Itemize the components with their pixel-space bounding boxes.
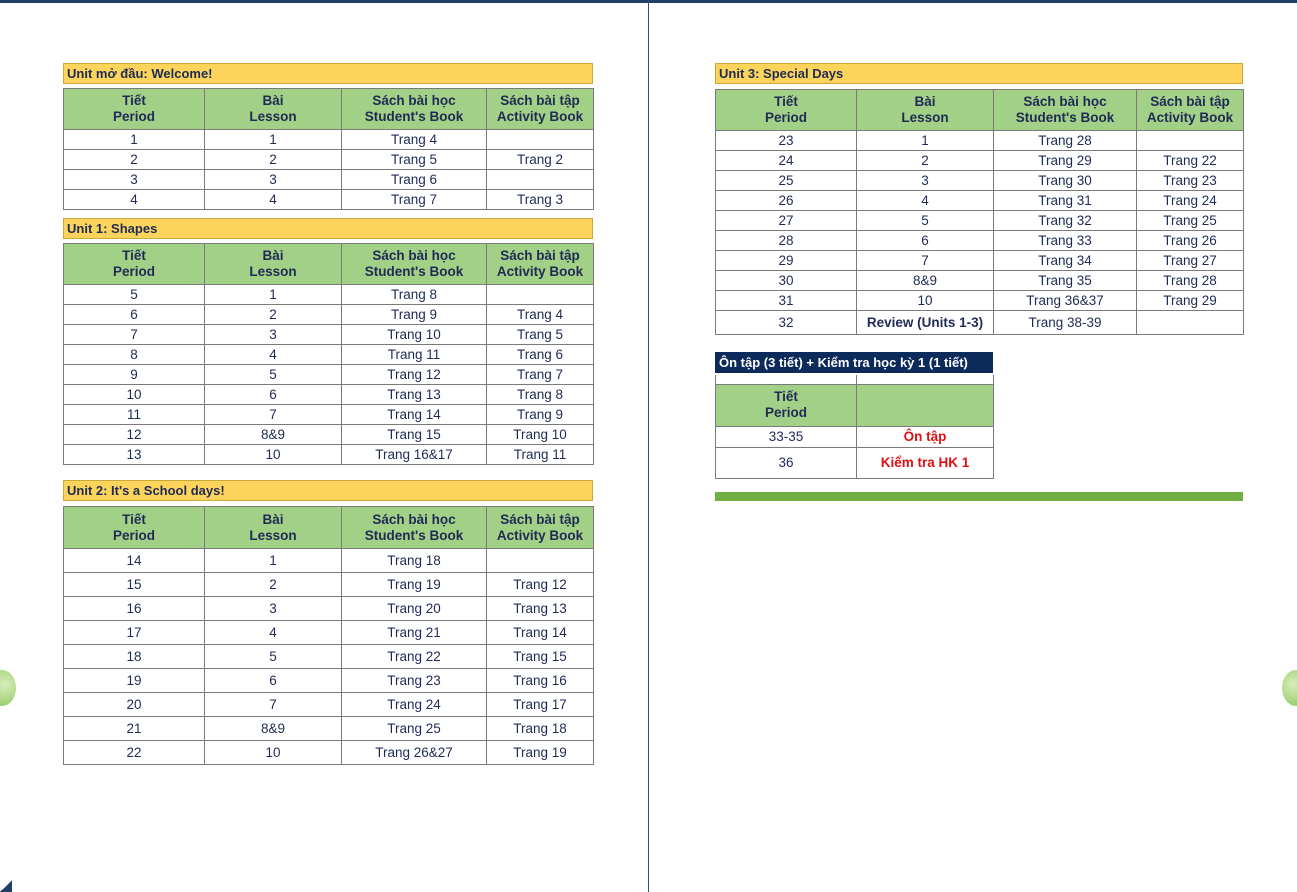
table-row: 3 3 Trang 6 [64, 170, 594, 190]
table-row: 28 6 Trang 33 Trang 26 [716, 231, 1244, 251]
header-empty [857, 384, 994, 426]
schedule-table-school-days [63, 506, 594, 765]
table-row: 20 7 Trang 24 Trang 17 [64, 693, 594, 717]
table-row: 5 1 Trang 8 [64, 285, 594, 305]
review-title: Ôn tập (3 tiết) + Kiểm tra học kỳ 1 (1 tiết) [715, 352, 993, 373]
table-row: 18 5 Trang 22 Trang 15 [64, 645, 594, 669]
table-row: 6 2 Trang 9 Trang 4 [64, 305, 594, 325]
table-row: 7 3 Trang 10 Trang 5 [64, 325, 594, 345]
table-row: 25 3 Trang 30 Trang 23 [716, 171, 1244, 191]
table-row: 22 10 Trang 26&27 Trang 19 [64, 741, 594, 765]
header-period: Tiết Period [64, 244, 205, 285]
table-row: 33-35 Ôn tập [716, 426, 994, 447]
header-period: Tiết Period [64, 89, 205, 130]
unit-title-school-days: Unit 2: It's a School days! [63, 480, 593, 501]
next-page-button[interactable] [1282, 670, 1297, 706]
table-row: 15 2 Trang 19 Trang 12 [64, 573, 594, 597]
header-lesson: Bài Lesson [857, 90, 994, 131]
unit-title-special-days: Unit 3: Special Days [715, 63, 1243, 84]
section-divider-bar [715, 492, 1243, 501]
table-row: 30 8&9 Trang 35 Trang 28 [716, 271, 1244, 291]
table-row: 11 7 Trang 14 Trang 9 [64, 405, 594, 425]
header-student-book: Sách bài học Student's Book [342, 244, 487, 285]
previous-page-button[interactable] [0, 670, 16, 706]
table-row: 31 10 Trang 36&37 Trang 29 [716, 291, 1244, 311]
header-lesson: Bài Lesson [205, 244, 342, 285]
header-lesson: Bài Lesson [205, 89, 342, 130]
page-spine [648, 0, 649, 892]
table-row: 23 1 Trang 28 [716, 131, 1244, 151]
table-row: 12 8&9 Trang 15 Trang 10 [64, 425, 594, 445]
header-period: Tiết Period [716, 90, 857, 131]
schedule-table-shapes [63, 243, 594, 465]
schedule-table-special-days [715, 89, 1244, 335]
header-period: Tiết Period [716, 384, 857, 426]
table-row: 21 8&9 Trang 25 Trang 18 [64, 717, 594, 741]
review-table [715, 375, 994, 479]
page-corner [0, 880, 12, 892]
unit-title-welcome: Unit mở đầu: Welcome! [63, 63, 593, 84]
header-period: Tiết Period [64, 507, 205, 549]
header-student-book: Sách bài học Student's Book [342, 507, 487, 549]
table-row: 32 Review (Units 1-3) Trang 38-39 [716, 311, 1244, 335]
table-row: 2 2 Trang 5 Trang 2 [64, 150, 594, 170]
table-row: 26 4 Trang 31 Trang 24 [716, 191, 1244, 211]
unit-title-shapes: Unit 1: Shapes [63, 218, 593, 239]
table-row: 24 2 Trang 29 Trang 22 [716, 151, 1244, 171]
table-row: 1 1 Trang 4 [64, 130, 594, 150]
table-row: 29 7 Trang 34 Trang 27 [716, 251, 1244, 271]
header-student-book: Sách bài học Student's Book [994, 90, 1137, 131]
table-row: 19 6 Trang 23 Trang 16 [64, 669, 594, 693]
table-row: 16 3 Trang 20 Trang 13 [64, 597, 594, 621]
header-activity-book: Sách bài tập Activity Book [487, 244, 594, 285]
table-row: 17 4 Trang 21 Trang 14 [64, 621, 594, 645]
header-activity-book: Sách bài tập Activity Book [487, 89, 594, 130]
table-row: 13 10 Trang 16&17 Trang 11 [64, 445, 594, 465]
table-row: 14 1 Trang 18 [64, 549, 594, 573]
schedule-table-welcome [63, 88, 594, 210]
table-row: 4 4 Trang 7 Trang 3 [64, 190, 594, 210]
table-row: 27 5 Trang 32 Trang 25 [716, 211, 1244, 231]
table-row: 36 Kiểm tra HK 1 [716, 447, 994, 478]
header-activity-book: Sách bài tập Activity Book [487, 507, 594, 549]
table-row: 9 5 Trang 12 Trang 7 [64, 365, 594, 385]
header-student-book: Sách bài học Student's Book [342, 89, 487, 130]
table-row: 10 6 Trang 13 Trang 8 [64, 385, 594, 405]
table-row: 8 4 Trang 11 Trang 6 [64, 345, 594, 365]
header-lesson: Bài Lesson [205, 507, 342, 549]
header-activity-book: Sách bài tập Activity Book [1137, 90, 1244, 131]
